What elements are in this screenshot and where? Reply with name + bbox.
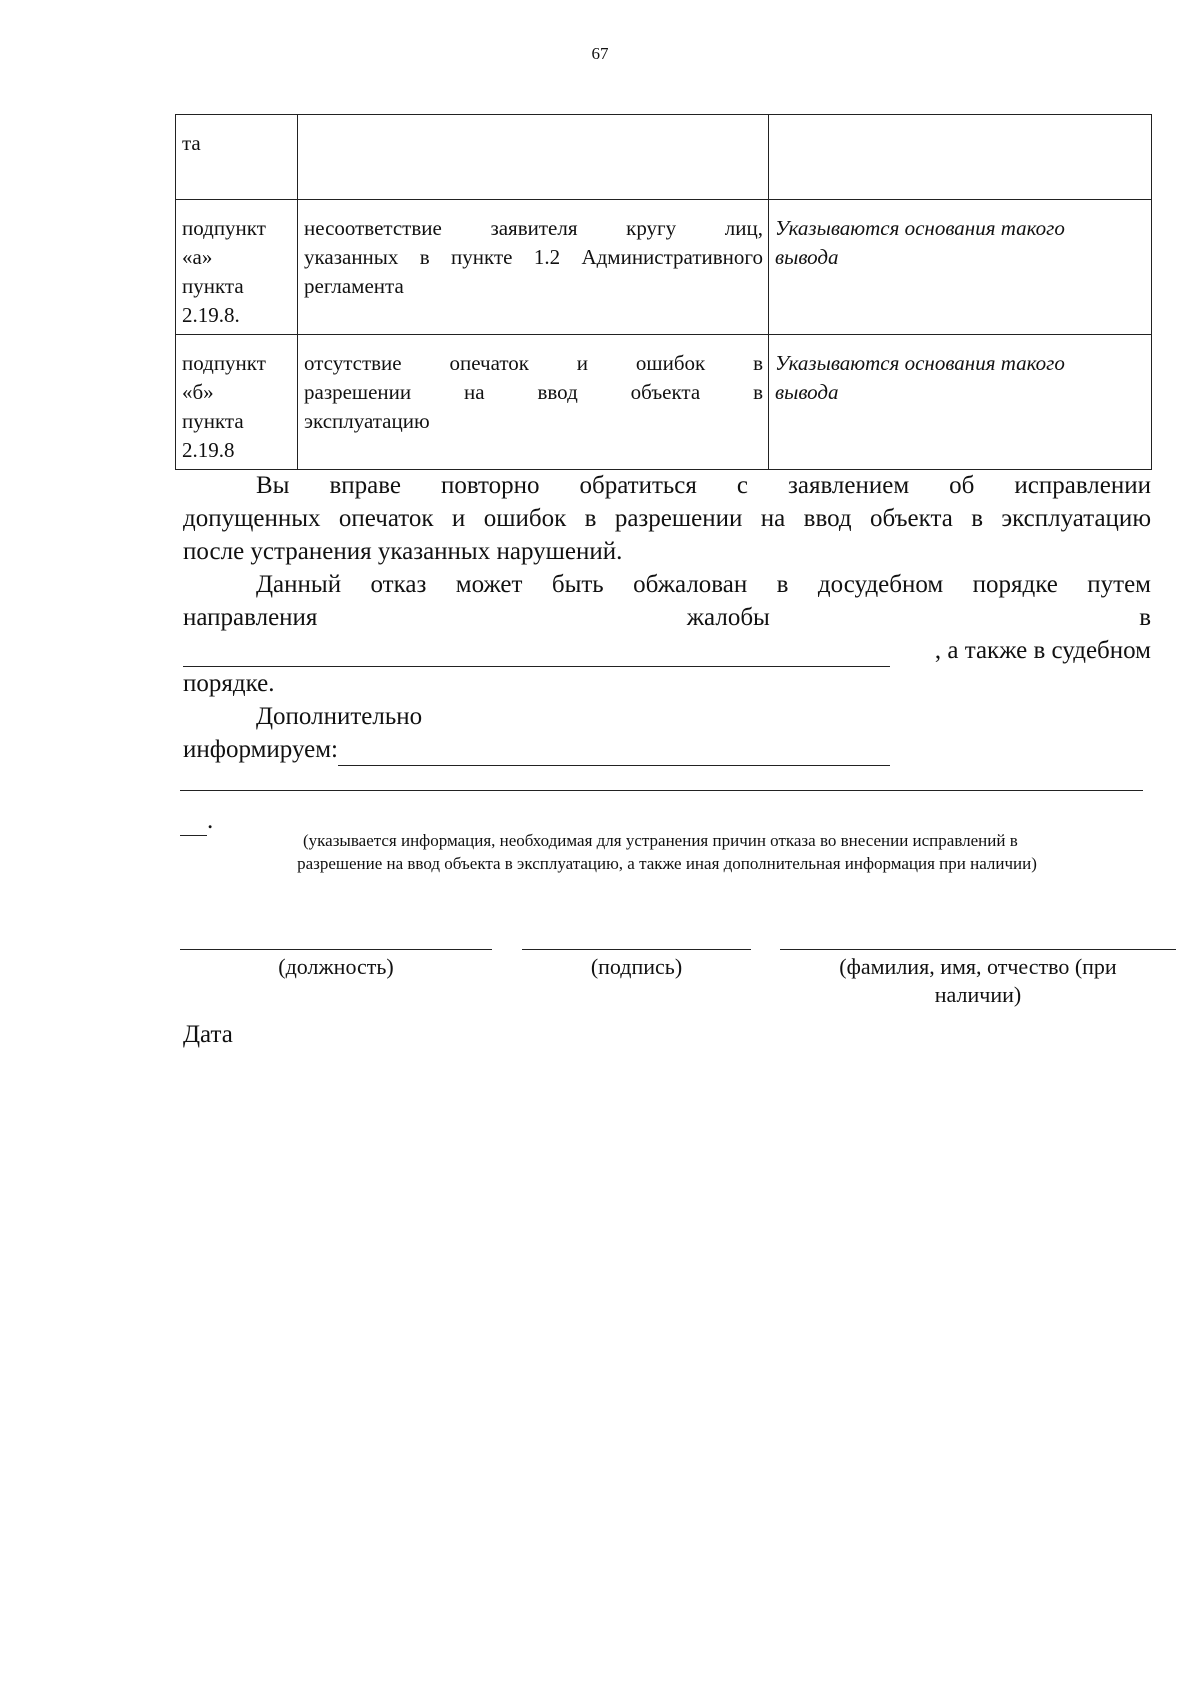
cell-line: пункта [182, 274, 244, 298]
blank-line-authority [183, 640, 890, 667]
cell-line: разрешении на ввод объекта в [304, 380, 763, 404]
table-cell-note [769, 115, 1152, 200]
signature-label: (подпись) [590, 954, 683, 979]
signature-line [522, 949, 751, 950]
note-line: разрешение на ввод объекта в эксплуатацию, а также иная дополнительная информация при наличии) [297, 854, 1037, 873]
paragraph-line: Данный отказ может быть обжалован в досудебном порядке путем [256, 571, 1151, 598]
table-cell-ref: та [176, 115, 298, 200]
paragraph-line [183, 733, 1151, 766]
table-cell-reason [298, 200, 769, 335]
paragraph-line: порядке. [183, 670, 275, 697]
cell-line: Указываются основания такого [775, 351, 1065, 375]
cell-line: вывода [775, 380, 839, 404]
blank-line-info [338, 739, 890, 766]
position-label: (должность) [278, 954, 394, 979]
paragraph-line: после устранения указанных нарушений. [183, 538, 623, 565]
paragraph-line: Вы вправе повторно обратиться с заявлением об исправлении [256, 472, 1151, 499]
table-cell-reason [298, 335, 769, 470]
paragraph-line-prefix: информируем: [183, 736, 338, 763]
appeal-right-paragraph [183, 469, 1151, 568]
name-label-line: (фамилия, имя, отчество (при [839, 954, 1117, 979]
cell-line: вывода [775, 245, 839, 269]
cell-line: эксплуатацию [304, 409, 430, 433]
table-cell-note [769, 335, 1152, 470]
cell-line: подпункт [182, 351, 266, 375]
cell-line: несоответствие заявителя кругу лиц, [304, 216, 763, 240]
table-row [176, 200, 1152, 335]
date-label: Дата [183, 1021, 233, 1048]
name-label [780, 953, 1176, 1009]
additional-info-paragraph [183, 700, 1151, 766]
table-cell-ref [176, 335, 298, 470]
cell-line: отсутствие опечаток и ошибок в [304, 351, 763, 375]
paragraph-line [183, 601, 1151, 634]
name-label-line: наличии) [934, 982, 1022, 1007]
table-cell-reason [298, 115, 769, 200]
table-row [176, 115, 1152, 200]
word: в [1139, 604, 1151, 631]
paragraph-line: допущенных опечаток и ошибок в разрешении на ввод объекта в эксплуатацию [183, 505, 1151, 532]
word: жалобы [686, 604, 770, 631]
cell-line: Указываются основания такого [775, 216, 1065, 240]
cell-line: 2.19.8 [182, 438, 235, 462]
trailing-period: . [207, 807, 214, 834]
note-line: (указывается информация, необходимая для устранения причин отказа во внесении исправлений в [303, 831, 1018, 850]
paragraph-line [183, 634, 1151, 667]
position-line [180, 949, 492, 950]
cell-line: 2.19.8. [182, 303, 240, 327]
paragraph-line-suffix: , а также в судебном [934, 637, 1151, 664]
cell-line: пункта [182, 409, 244, 433]
paragraph-line: Дополнительно [256, 703, 423, 730]
table-cell-ref [176, 200, 298, 335]
cell-line: «а» [182, 245, 213, 269]
instruction-note [183, 829, 1151, 875]
blank-line-info-continued [180, 790, 1143, 791]
cell-line: указанных в пункте 1.2 Административного [304, 245, 763, 269]
page-number: 67 [591, 44, 609, 63]
cell-line: регламента [304, 274, 404, 298]
refusal-reasons-table [175, 114, 1152, 470]
cell-line: подпункт [182, 216, 266, 240]
table-row [176, 335, 1152, 470]
name-line [780, 949, 1176, 950]
cell-line: «б» [182, 380, 214, 404]
complaint-paragraph [183, 568, 1151, 700]
table-cell-note [769, 200, 1152, 335]
word: направления [183, 604, 318, 631]
